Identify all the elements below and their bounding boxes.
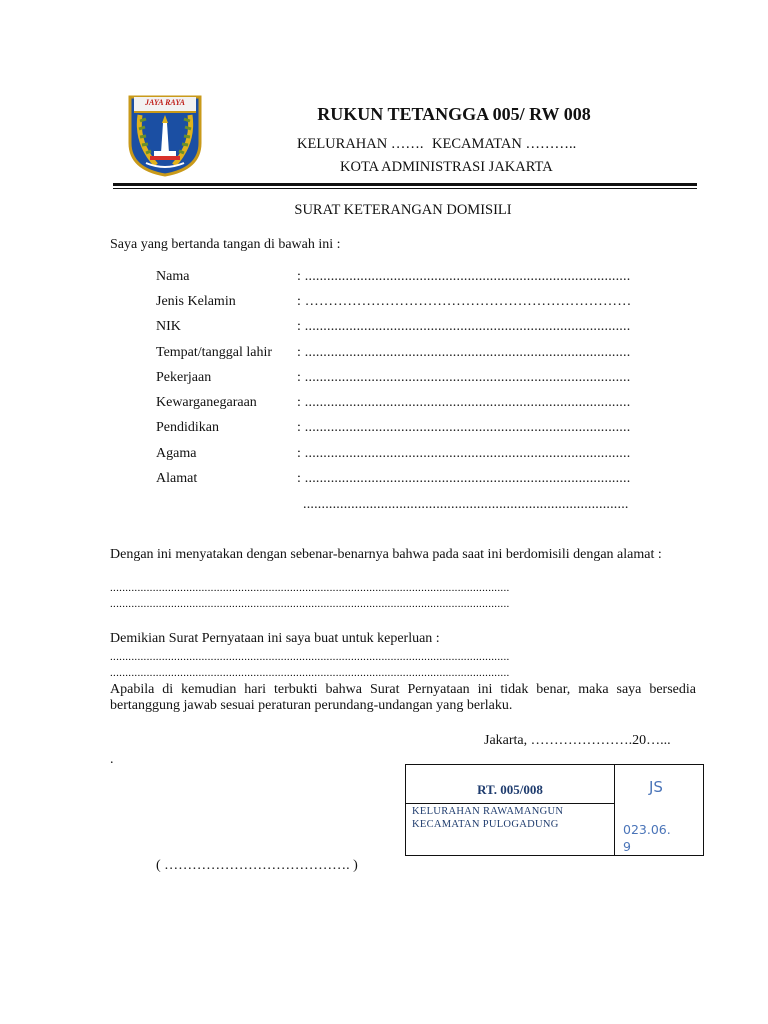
header-rule-thin xyxy=(113,188,697,189)
field-label-alamat: Alamat xyxy=(156,471,198,486)
field-value-nik[interactable]: : ........................................................................................ xyxy=(297,319,631,334)
stamp-initials: JS xyxy=(649,778,663,796)
field-label-jenis-kelamin: Jenis Kelamin xyxy=(156,294,236,309)
field-label-agama: Agama xyxy=(156,446,197,461)
intro-text: Saya yang bertanda tangan di bawah ini : xyxy=(110,237,341,252)
field-value-pekerjaan[interactable]: : ........................................................................................ xyxy=(297,370,631,385)
kota-label: KOTA ADMINISTRASI JAKARTA xyxy=(340,159,553,175)
field-value-jenis-kelamin[interactable]: : …………………………………………………………… xyxy=(297,294,632,309)
signature-line[interactable]: ( …………………………………. ) xyxy=(156,858,358,873)
stamp-number-line-2: 9 xyxy=(623,839,631,854)
stamp-kecamatan: KECAMATAN PULOGADUNG xyxy=(412,819,559,830)
field-value-kewarganegaraan[interactable]: : ........................................................................................ xyxy=(297,395,631,410)
kelurahan-label: KELURAHAN ……. xyxy=(297,136,424,152)
address-line-1[interactable]: ................................................................................................................................... xyxy=(110,582,510,594)
keperluan-line-2[interactable]: ................................................................................................................................... xyxy=(110,667,510,679)
field-value-alamat[interactable]: : ........................................................................................ xyxy=(297,471,631,486)
header-rule-thick xyxy=(113,183,697,186)
field-label-pendidikan: Pendidikan xyxy=(156,420,219,435)
field-value-agama[interactable]: : ........................................................................................ xyxy=(297,446,631,461)
field-label-tempat-tanggal-lahir: Tempat/tanggal lahir xyxy=(156,345,273,360)
stamp-kelurahan-kecamatan xyxy=(412,805,563,831)
address-line-2[interactable]: ................................................................................................................................... xyxy=(110,598,510,610)
field-value-pendidikan[interactable]: : ........................................................................................ xyxy=(297,420,631,435)
keperluan-text: Demikian Surat Pernyataan ini saya buat untuk keperluan : xyxy=(110,631,440,646)
closing-paragraph: Apabila di kemudian hari terbukti bahwa Surat Pernyataan ini tidak benar, maka saya bersedia bertanggung jawab sesuai peraturan perundang-undangan yang berlaku. xyxy=(110,682,696,713)
document-title: SURAT KETERANGAN DOMISILI xyxy=(294,202,512,218)
statement-paragraph: Dengan ini menyatakan dengan sebenar-benarnya bahwa pada saat ini berdomisili dengan alamat : xyxy=(110,547,662,562)
stamp-rt-label: RT. 005/008 xyxy=(477,782,543,797)
stamp-divider xyxy=(614,765,615,855)
field-value-nama[interactable]: : ........................................................................................ xyxy=(297,269,631,284)
stamp-number xyxy=(623,821,671,855)
field-value-alamat-continued[interactable]: ........................................................................................ xyxy=(303,497,629,512)
rt-stamp-box xyxy=(405,764,704,856)
field-label-nik: NIK xyxy=(156,319,181,334)
keperluan-line-1[interactable]: ................................................................................................................................... xyxy=(110,651,510,663)
stray-period: . xyxy=(110,752,114,767)
stamp-number-line-1: 023.06. xyxy=(623,822,671,837)
logo-text: JAYA RAYA xyxy=(145,98,185,107)
letterhead-title: RUKUN TETANGGA 005/ RW 008 xyxy=(317,104,591,124)
field-label-kewarganegaraan: Kewarganegaraan xyxy=(156,395,257,410)
field-value-tempat-tanggal-lahir[interactable]: : ........................................................................................ xyxy=(297,345,631,360)
stamp-hline xyxy=(406,803,614,804)
stamp-kelurahan: KELURAHAN RAWAMANGUN xyxy=(412,806,564,817)
field-label-nama: Nama xyxy=(156,269,190,284)
date-line[interactable]: Jakarta, ………………….20…... xyxy=(484,733,671,748)
field-label-pekerjaan: Pekerjaan xyxy=(156,370,212,385)
kecamatan-label: KECAMATAN ……….. xyxy=(432,136,577,152)
